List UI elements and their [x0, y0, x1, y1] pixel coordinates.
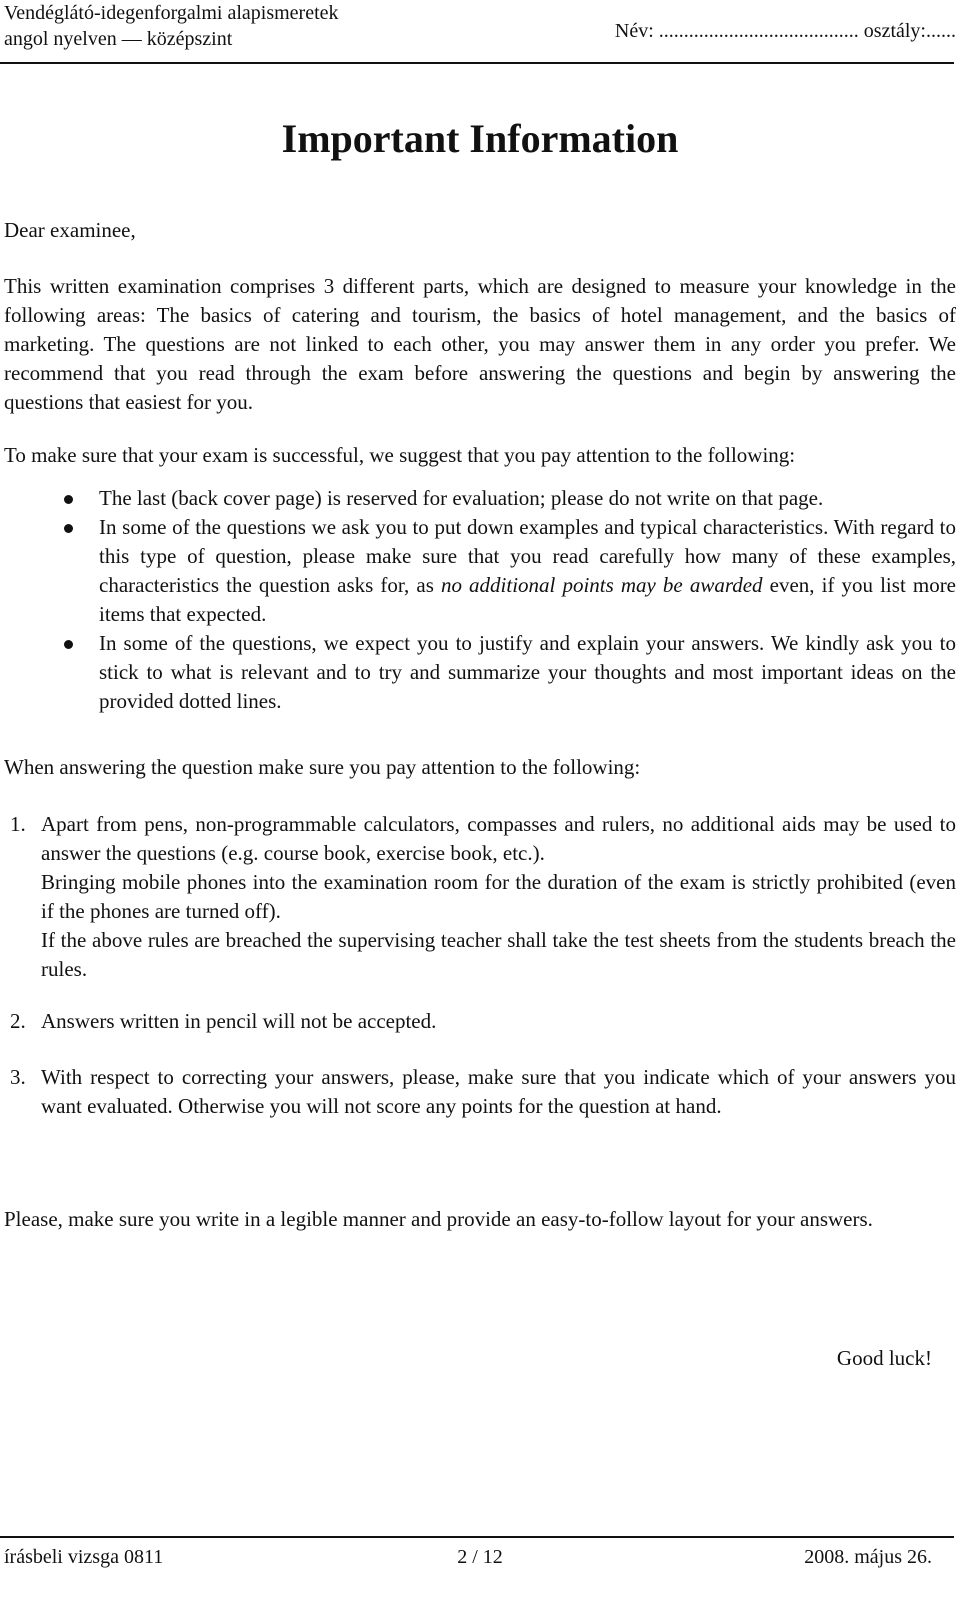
- answering-intro: When answering the question make sure you pay attention to the following:: [4, 755, 641, 779]
- bullet-icon: [64, 495, 73, 504]
- rule-text: Bringing mobile phones into the examination room for the duration of the exam is strictly prohibited (even if the phones are turned off).: [41, 870, 956, 923]
- rule-item-3: [4, 1063, 956, 1121]
- rule-text: With respect to correcting your answers, please, make sure that you indicate which of your answers you want evaluated. Otherwise you will not score any points for the question at hand.: [41, 1065, 956, 1118]
- footer-divider: [0, 1536, 954, 1538]
- rule-number: 2.: [10, 1009, 26, 1033]
- list-item: [4, 629, 956, 716]
- rule-text: Answers written in pencil will not be accepted.: [41, 1009, 437, 1033]
- intro-paragraph: This written examination comprises 3 different parts, which are designed to measure your knowledge in the following areas: The basics of catering and tourism, the basics of hotel management, and the basics of marketing. The questions are not linked to each other, you may answer them in any order you prefer. We recommend that you read through the exam before answering the questions and begin by answering the questions that easiest for you.: [4, 274, 956, 414]
- suggestion-list: [4, 484, 956, 716]
- list-item-text: In some of the questions, we expect you to justify and explain your answers. We kindly ask you to stick to what is relevant and to try and summarize your thoughts and most important ideas on the provided dotted lines.: [99, 631, 956, 713]
- header-student-fields: [615, 18, 956, 44]
- list-item-text: In some of the questions we ask you to put down examples and typical characteristics. With regard to this type of question, please make sure that you read carefully how many of these examples, characteristics the question asks for, as: [99, 515, 956, 597]
- legibility-note: Please, make sure you write in a legible manner and provide an easy-to-follow layout for your answers.: [4, 1207, 873, 1231]
- header-subject-line1: Vendéglátó-idegenforgalmi alapismeretek: [4, 2, 339, 24]
- page-title: Important Information: [281, 116, 679, 161]
- header-subject-line2: angol nyelven — középszint: [4, 28, 233, 50]
- list-item: [4, 484, 956, 513]
- list-item-text: even, if you list more items that expected.: [99, 573, 957, 626]
- class-field: osztály:......: [863, 20, 956, 42]
- closing-text: Good luck!: [836, 1346, 932, 1370]
- suggestion-intro: To make sure that your exam is successful, we suggest that you pay attention to the following:: [4, 443, 796, 467]
- rule-text: Apart from pens, non-programmable calculators, compasses and rulers, no additional aids may be used to answer the questions (e.g. course book, exercise book, etc.).: [41, 812, 956, 865]
- name-field: Név: ........................................: [614, 20, 859, 42]
- salutation: Dear examinee,: [4, 218, 136, 242]
- rule-number: 1.: [10, 812, 26, 836]
- bullet-icon: [64, 640, 73, 649]
- header-subject: [4, 0, 339, 52]
- footer-page-number: 2 / 12: [457, 1546, 503, 1568]
- rule-number: 3.: [10, 1065, 26, 1089]
- header-divider: [0, 62, 954, 64]
- bullet-icon: [64, 524, 73, 533]
- footer-date: 2008. május 26.: [804, 1546, 932, 1568]
- rule-item-1: [4, 810, 956, 984]
- list-item: [4, 513, 956, 629]
- rule-item-2: [4, 1007, 956, 1036]
- footer-exam-code: írásbeli vizsga 0811: [4, 1546, 164, 1568]
- list-item-text: The last (back cover page) is reserved for evaluation; please do not write on that page.: [99, 486, 824, 510]
- rule-text: If the above rules are breached the supervising teacher shall take the test sheets from the students breach the rules.: [41, 928, 956, 981]
- list-item-emphasis: no additional points may be awarded: [440, 573, 763, 597]
